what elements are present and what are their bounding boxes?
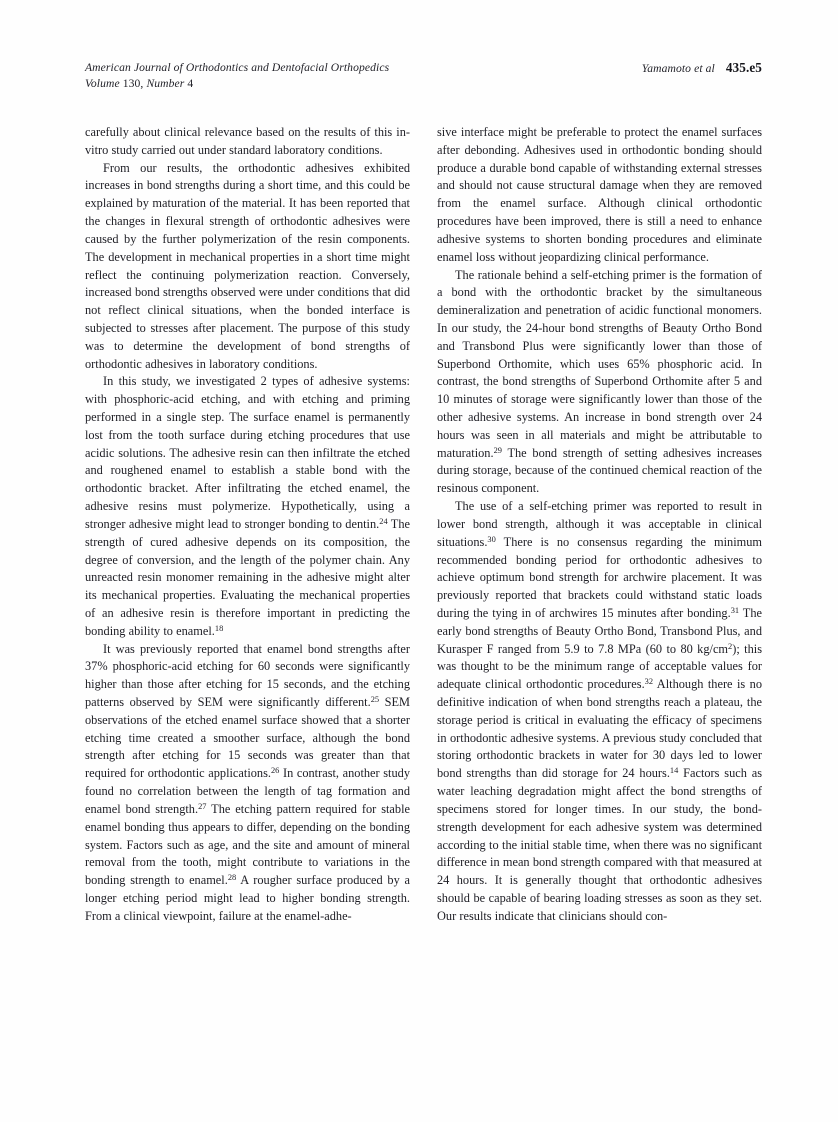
number-label: Number — [146, 76, 185, 90]
reference-marker: 29 — [493, 445, 502, 455]
reference-marker: 27 — [198, 801, 207, 811]
author-citation: Yamamoto et al — [641, 62, 715, 75]
reference-marker: 25 — [370, 694, 380, 704]
running-head-right — [642, 60, 762, 76]
volume-issue-line — [85, 76, 515, 92]
running-head — [85, 60, 762, 92]
paragraph: carefully about clinical relevance based on the results of this in-vitro study carried out under standard laboratory conditions. — [85, 125, 410, 157]
paragraph: In this study, we investigated 2 types of adhesive systems: with phosphoric-acid etching, and with etching and priming performed in a single step. The surface enamel is permanently lost from the tooth surface during etching procedures that use acidic solutions. The adhesive resin can then infiltrate the etched and roughened enamel to establish a stable bond with the orthodontic bracket. After infiltrating the etched enamel, the adhesive resins must polymerize. Hypothetically, using a stronger adhesive might lead to stronger bonding to dentin.$^{24}$ The strength of cured adhesive depends on its composition, the degree of conversion, and the length of the polymer chain. Any unreacted resin monomer remaining in the adhesive might alter its mechanical properties. Evaluating the mechanical properties of an adhesive resin is therefore important in predicting the bonding ability to enamel.$^{18}$ — [85, 374, 410, 638]
volume-number: 130, — [122, 76, 144, 90]
paragraph: The rationale behind a self-etching primer is the formation of a bond with the orthodontic bracket by the simultaneous demineralization and penetration of acidic functional monomers. In our study, the 24-hour bond strengths of Beauty Ortho Bond and Transbond Plus were significantly lower than those of Superbond Orthomite, which uses 65% phosphoric acid. In contrast, the bond strengths of Superbond Orthomite after 5 and 10 minutes of storage were significantly lower than those of the other adhesive systems. An increase in bond strength over 24 hours was seen in all materials and might be attributable to maturation.$^{29}$ The bond strength of setting adhesives increases during storage, because of the continued chemical reaction of the resinous component. — [437, 267, 762, 496]
volume-label: Volume — [85, 76, 120, 90]
reference-marker: 26 — [270, 766, 280, 776]
reference-marker: 32 — [644, 677, 654, 687]
paragraph: sive interface might be preferable to protect the enamel surfaces after debonding. Adhesives used in orthodontic bonding should produce a durable bond capable of withstanding external stresses and should not cause structural damage when they are removed from the enamel surface. Although clinical orthodontic procedures have been improved, there is still a need to enhance adhesive systems to shorten bonding procedures and eliminate enamel loss without jeopardizing clinical performance. — [437, 125, 762, 264]
reference-marker: 31 — [730, 605, 740, 615]
page-number: 435.e5 — [725, 60, 762, 75]
body-text — [85, 124, 762, 1040]
paragraph: From our results, the orthodontic adhesives exhibited increases in bond strengths during a short time, and this could be explained by maturation of the material. It has been reported that the changes in flexural strength of orthodontic adhesives were caused by the further polymerization of the resin components. The development in mechanical properties in a short time might reflect the continuing polymerization reaction. Conversely, increased bond strengths observed were under conditions that did not reflect clinical situations, when the bonded interface is subjected to stresses after placement. The purpose of this study was to determine the development of bond strengths of orthodontic adhesives in laboratory conditions. — [85, 160, 410, 371]
paragraph: The use of a self-etching primer was reported to result in lower bond strength, although it was acceptable in clinical situations.$^{30}$ There is no consensus regarding the minimum recommended bonding period for orthodontic adhesives to achieve optimum bond strength for archwire placement. It was previously reported that brackets could withstand static loads during the tying in of archwires 15 minutes after bonding.$^{31}$ The early bond strengths of Beauty Ortho Bond, Transbond Plus, and Kurasper F ranged from 5.9 to 7.8 MPa (60 to 80 $kg/cm^2$); this was thought to be the minimum range of acceptable values for adequate clinical orthodontic procedures.$^{32}$ Although there is no definitive indication of when bond strengths reach a plateau, the storage period is critical in evaluating the efficacy of specimens in orthodontic adhesive systems. A previous study concluded that storing orthodontic brackets in water for 30 days led to lower bond strengths than did storage for 24 hours.$^{14}$ Factors such as water leaching degradation might affect the bond strengths of specimens stored for longer times. In our study, the bond-strength development for each adhesive system was determined according to the initial stable time, when there was no significant difference in mean bond strength compared with that measured at 24 hours. It is generally thought that orthodontic adhesives should be capable of bearing loading stresses as soon as they set. Our results indicate that clinicians should con- — [437, 499, 762, 923]
left-text-column — [85, 124, 410, 1040]
issue-number: 4 — [187, 76, 194, 90]
paragraph: It was previously reported that enamel bond strengths after 37% phosphoric-acid etching for 60 seconds were significantly higher than those after etching for 15 seconds, and the etching patterns observed by SEM were significantly different.$^{25}$ SEM observations of the etched enamel surface showed that a shorter etching time created a smoother surface, although the bond strength after etching for 15 seconds was greater than that required for orthodontic applications.$^{26}$ In contrast, another study found no correlation between the length of tag formation and enamel bond strength.$^{27}$ The etching pattern required for stable enamel bonding thus appears to differ, depending on the bonding system. Factors such as age, and the site and amount of mineral removal from the tooth, might contribute to variations in the bonding strength to enamel.$^{28}$ A rougher surface produced by a longer etching period might lead to higher bonding strength. From a clinical viewpoint, failure at the enamel-adhe- — [85, 641, 410, 923]
reference-marker: 28 — [227, 873, 237, 883]
reference-marker: 14 — [669, 766, 679, 776]
running-head-left — [85, 60, 515, 91]
journal-title: American Journal of Orthodontics and Dentofacial Orthopedics — [85, 61, 390, 74]
reference-marker: 30 — [487, 534, 496, 544]
reference-marker: 18 — [214, 623, 224, 633]
reference-marker: 24 — [379, 516, 388, 526]
right-text-column — [437, 124, 762, 1040]
reference-marker: 2 — [728, 641, 733, 651]
